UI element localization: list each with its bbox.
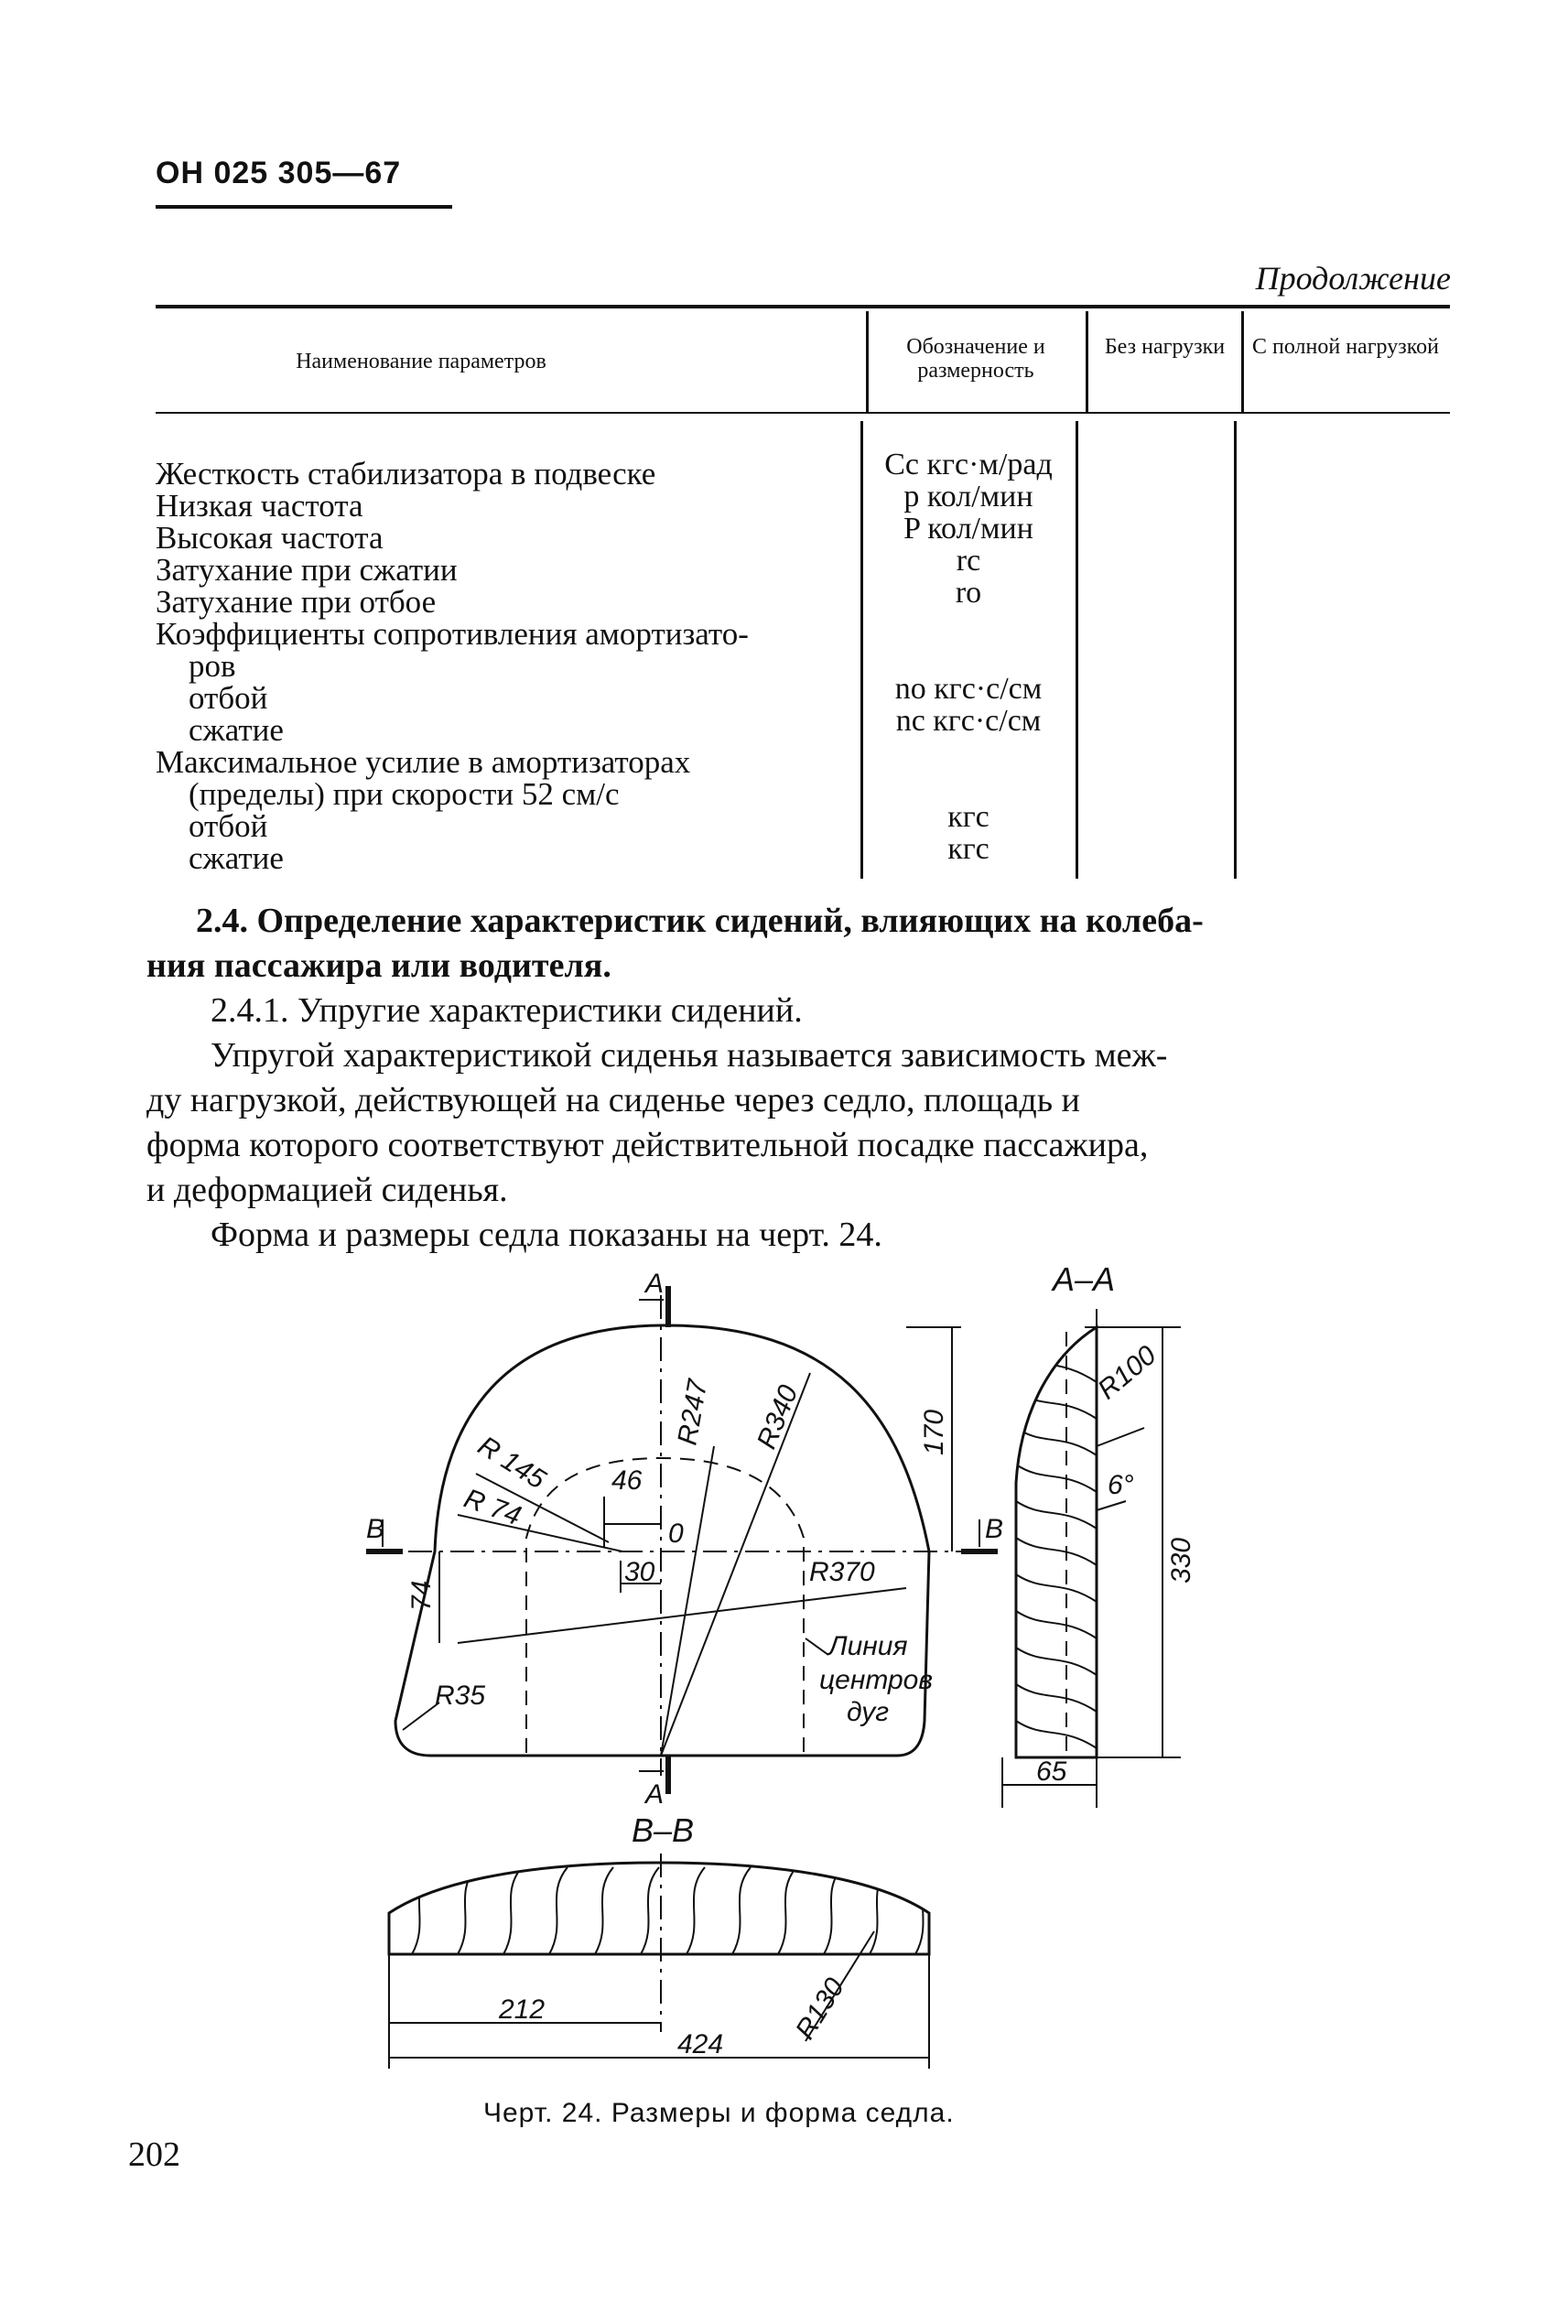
dim-r370: R370 — [809, 1557, 875, 1587]
dim-6deg: 6° — [1108, 1470, 1134, 1500]
dim-r340: R340 — [751, 1380, 805, 1454]
dim-30: 30 — [624, 1557, 655, 1587]
section-mark-a-top: A — [645, 1269, 665, 1299]
table-row-name: ров — [189, 648, 236, 684]
table-row-name: Жесткость стабилизатора в подвеске — [156, 456, 656, 492]
table-row-name: Затухание при сжатии — [156, 552, 458, 588]
section-mark-b-left: B — [366, 1514, 385, 1544]
table-row-symbol: no кгс·с/см — [894, 672, 1043, 706]
table-row-symbol: кгс — [947, 800, 989, 834]
table-row-symbol: P кол/мин — [903, 512, 1033, 546]
section-aa-title: A–A — [1053, 1260, 1116, 1298]
label-liniya: Линия — [828, 1631, 908, 1661]
table-row-name: Затухание при отбое — [156, 584, 437, 620]
dim-212: 212 — [499, 1994, 546, 2025]
label-centrov: центров — [819, 1665, 934, 1695]
page-number: 202 — [128, 2135, 180, 2174]
paragraph-figure-ref: Форма и размеры седла показаны на черт. 24. — [211, 1216, 882, 1254]
dim-424: 424 — [677, 2029, 724, 2059]
paragraph-line: форма которого соответствуют действительной посадке пассажира, — [146, 1126, 1149, 1164]
document-code: ОН 025 305—67 — [156, 156, 402, 190]
section-heading-line2: ния пассажира или водителя. — [146, 946, 611, 985]
dim-r74: R 74 — [460, 1483, 525, 1532]
col-header-no-load: Без нагрузки — [1104, 335, 1226, 359]
table-row-name: Низкая частота — [156, 488, 363, 524]
dim-330: 330 — [1166, 1537, 1196, 1584]
table-row-name: Высокая частота — [156, 520, 384, 556]
dim-74: 74 — [406, 1580, 437, 1611]
dim-r100: R100 — [1092, 1339, 1162, 1406]
table-row-name: сжатие — [189, 840, 284, 876]
dim-65: 65 — [1036, 1757, 1067, 1787]
table-row-name: сжатие — [189, 712, 284, 748]
table-row-name: Коэффициенты сопротивления амортизато- — [156, 616, 749, 652]
table-row-symbol: nc кгс·с/см — [895, 704, 1042, 738]
paragraph-line: ду нагрузкой, действующей на сиденье через седло, площадь и — [146, 1081, 1080, 1119]
table-row-symbol: кгс — [947, 832, 989, 866]
section-aa-outline — [1016, 1327, 1097, 1757]
dim-r145: R 145 — [472, 1430, 551, 1496]
table-row-name: отбой — [189, 808, 268, 844]
paragraph-line: Упругой характеристикой сиденья называется зависимость меж- — [211, 1036, 1168, 1075]
section-bb-title: B–B — [632, 1811, 695, 1849]
col-header-name: Наименование параметров — [296, 350, 546, 373]
table-row-symbol: rc — [956, 544, 981, 578]
table-row-symbol: ro — [955, 576, 982, 610]
dim-r35: R35 — [435, 1681, 486, 1711]
section-heading-line1: 2.4. Определение характеристик сидений, влияющих на колеба- — [196, 902, 1204, 940]
col-header-symbol: Обозначение и размерность — [906, 335, 1045, 383]
paragraph-line: и деформацией сиденья. — [146, 1171, 508, 1209]
dim-r130: R130 — [789, 1973, 850, 2045]
table-row-symbol: Cc кгс·м/рад — [884, 448, 1053, 481]
dim-0: 0 — [668, 1519, 684, 1549]
table-row-symbol: p кол/мин — [903, 480, 1033, 513]
dim-170: 170 — [919, 1409, 949, 1455]
dim-46: 46 — [611, 1465, 643, 1496]
table-row-name: (пределы) при скорости 52 см/с — [189, 776, 620, 812]
section-mark-a-bottom: A — [645, 1779, 665, 1810]
label-dug: дуг — [847, 1697, 890, 1727]
dim-r247: R247 — [672, 1377, 714, 1448]
table-row-name: Максимальное усилие в амортизаторах — [156, 744, 691, 780]
figure-caption: Черт. 24. Размеры и форма седла. — [483, 2098, 955, 2128]
table-row-name: отбой — [189, 680, 268, 716]
section-bb-outline — [389, 1863, 929, 1954]
section-mark-b-right: B — [985, 1514, 1004, 1544]
subsection-heading: 2.4.1. Упругие характеристики сидений. — [211, 991, 803, 1030]
continuation-label: Продолжение — [1255, 260, 1451, 297]
col-header-full-load: С полной нагрузкой — [1252, 335, 1439, 359]
